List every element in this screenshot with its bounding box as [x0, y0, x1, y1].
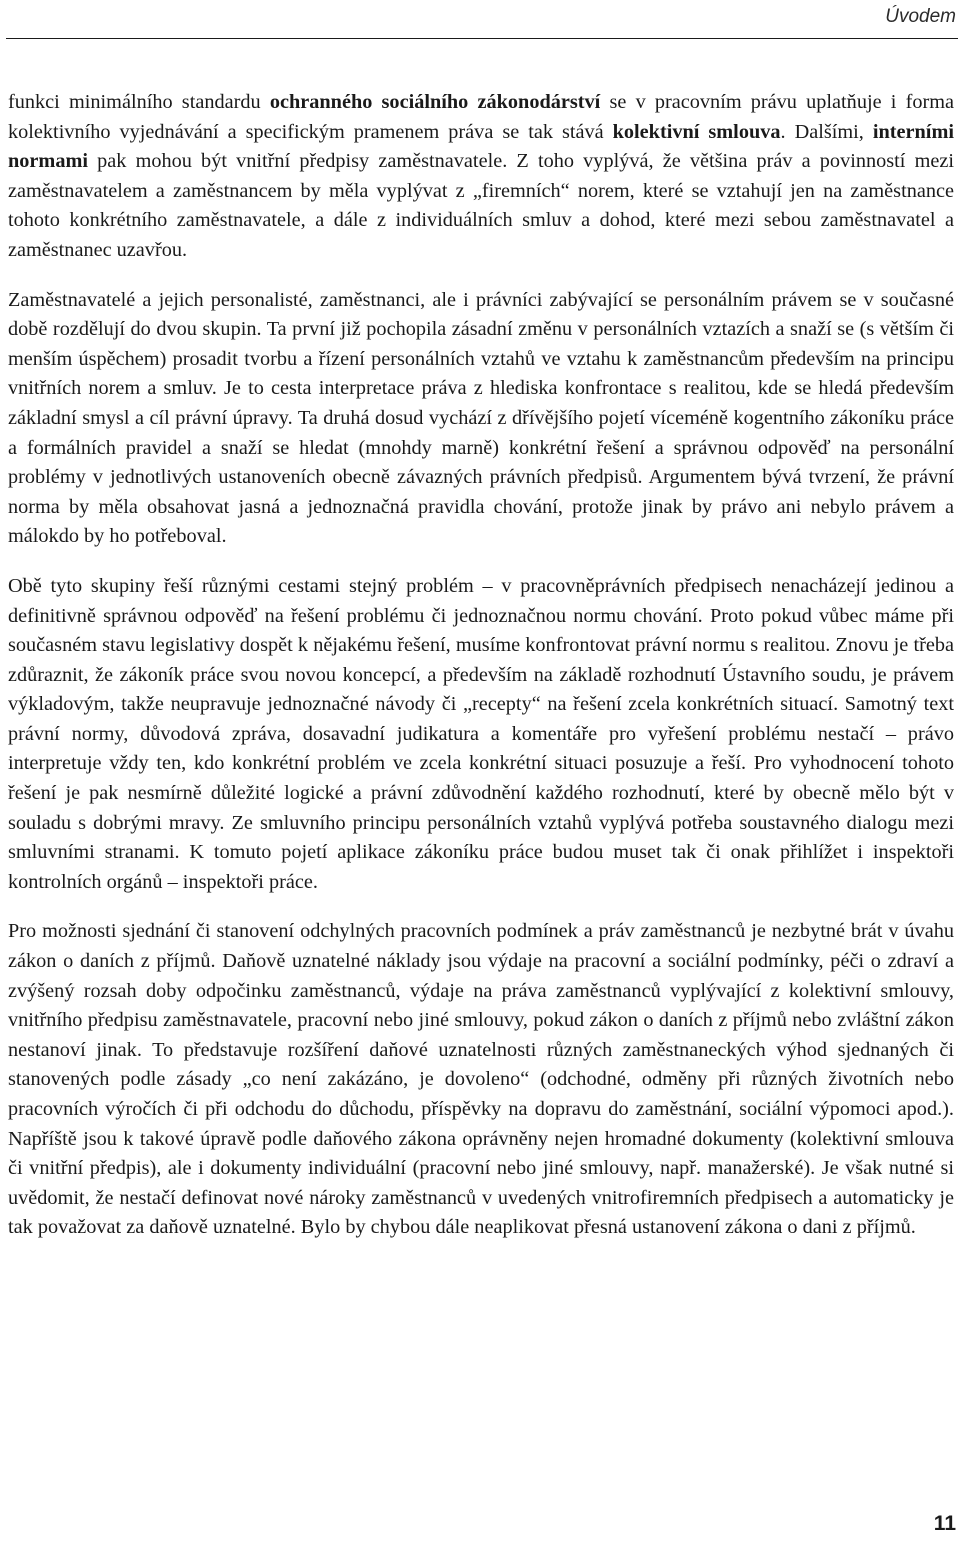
text-run: funkci minimálního standardu — [8, 91, 270, 113]
body-text — [8, 88, 954, 1263]
paragraph — [8, 917, 954, 1243]
bold-term: interními normami — [8, 120, 954, 173]
header-divider — [6, 38, 958, 39]
text-run: se v pracovním právu uplatňuje i forma kolektivního vyjednávání a specifickým pramenem práva se tak stává — [8, 91, 954, 143]
bold-term: ochranného sociálního zákonodárství — [269, 91, 601, 113]
text-run: pak mohou být vnitřní předpisy zaměstnavatele. Z toho vyplývá, že většina práv a povinností mezi zaměstnavatelem a zaměstnancem by měla vyplývat z „firemních“ norem, které se vztahují jen na zaměstnance tohoto konkrétního zaměstnavatele, a dále z individuálních smluv a dohod, které mezi sebou zaměstnavatel a zaměstnanec uzavřou. — [8, 150, 954, 261]
text-run: . Dalšími, — [780, 120, 873, 143]
text-run: Pro možnosti sjednání či stanovení odchylných pracovních podmínek a práv zaměstnanců je nezbytné brát v úvahu zákon o daních z příjmů. Daňově uznatelné náklady jsou výdaje na pracovní a sociální podmínky, péči o zdraví a zvýšený rozsah doby odpočinku zaměstnanců, výdaje na práva zaměstnanců vyplývající z kolektivní smlouvy, vnitřního předpisu zaměstnavatele, pracovní nebo jiné smlouvy, pokud zákon o daních z příjmů nebo zvláštní zákon nestanoví jinak. To představuje rozšíření daňové uznatelnosti různých zaměstnaneckých výhod sjednaných či stanovených podle zásady „co není zakázáno, je dovoleno“ (odchodné, odměny při různých životních nebo pracovních výročích či při odchodu do důchodu, příspěvky na dopravu do zaměstnání, sociální výpomoci apod.). Napříště jsou k takové úpravě podle daňového zákona oprávněny nejen hromadné dokumenty (kolektivní smlouva či vnitřní předpis), ale i dokumenty individuální (pracovní nebo jiné smlouvy, např. manažerské). Je však nutné si uvědomit, že nestačí definovat nové nároky zaměstnanců v uvedených vnitrofiremních předpisech a automaticky je tak považovat za daňově uznatelné. Bylo by chybou dále neaplikovat přesná ustanovení zákona o dani z příjmů. — [8, 920, 954, 1239]
bold-term: kolektivní smlouva — [612, 120, 781, 143]
text-run: Zaměstnavatelé a jejich personalisté, zaměstnanci, ale i právníci zabývající se personálním právem se v současné době rozdělují do dvou skupin. Ta první již pochopila zásadní změnu v personálních vztazích a snaží se (s větším či menším úspěchem) prosadit tvorbu a řízení personálních vztahů ve vztahu k zaměstnancům především na principu vnitřních norem a smluv. Je to cesta interpretace práva z hlediska konfrontace s realitou, kde se hledá především základní smysl a cíl právní úpravy. Ta druhá dosud vychází z dřívějšího pojetí víceméně kogentního zákoníku práce a formálních pravidel a snaží se hledat (mnohdy marně) konkrétní řešení a správnou odpověď na personální problémy v jednotlivých ustanoveních obecně závazných právních předpisů. Argumentem bývá tvrzení, že právní norma by měla obsahovat jasná a jednoznačná pravidla chování, protože jinak by právo ani nebylo právem a málokdo by ho potřeboval. — [8, 288, 954, 548]
running-header-title: Úvodem — [885, 6, 956, 27]
text-run: Obě tyto skupiny řeší různými cestami stejný problém – v pracovněprávních předpisech nenacházejí jedinou a definitivně správnou odpověď na řešení problému či jednoznačnou normu chování. Proto pokud vůbec máme při současném stavu legislativy dospět k nějakému řešení, musíme konfrontovat právní normu s realitou. Znovu je třeba zdůraznit, že zákoník práce svou novou koncepcí, a především na základě rozhodnutí Ústavního soudu, je právem výkladovým, takže neupravuje jednoznačné návody či „recepty“ na řešení zcela konkrétních situací. Samotný text právní normy, důvodová zpráva, dosavadní judikatura a komentáře pro vyřešení problému nestačí – právo interpretuje vždy ten, kdo konkrétní problém ve zcela konkrétní situaci posuzuje a řeší. Pro vyhodnocení tohoto řešení je pak nesmírně důležité logické a právní zdůvodnění každého rozhodnutí, které by obecně mělo být v souladu s dobrými mravy. Ze smluvního principu personálních vztahů vyplývá potřeba soustavného dialogu mezi smluvními stranami. K tomuto pojetí aplikace zákoníku práce budou muset tak či onak přihlížet i inspektoři kontrolních orgánů – inspektoři práce. — [8, 574, 954, 893]
paragraph — [8, 88, 954, 266]
page-number: 11 — [933, 1512, 956, 1535]
paragraph — [8, 572, 954, 898]
paragraph — [8, 286, 954, 552]
